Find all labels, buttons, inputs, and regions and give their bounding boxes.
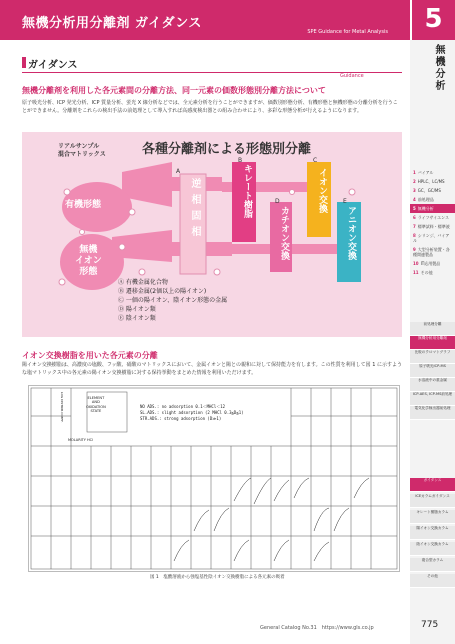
key-line: STATE — [90, 409, 102, 414]
figure-legend-line: STR.ADS.: strong adsorption (D≫1) — [140, 416, 222, 421]
nav-item-7[interactable]: 7 標準試料・標準液 — [413, 224, 450, 229]
key-line: AND — [91, 400, 100, 405]
key-line: ELEMENT — [87, 396, 105, 400]
legend-item: Ⓑ 遷移金属(2価以上の陽イオン) — [118, 288, 207, 295]
sidebox-14[interactable]: その他 — [410, 574, 455, 588]
diagram-left-label: リアルサンプル 混合マトリックス — [58, 143, 106, 158]
nav-item-2[interactable]: 2 HPLC、LC/MS — [413, 179, 445, 184]
figure-legend-line: SL.ADS.: slight adsorption (2 MHCl 0.3≦D≦1) — [140, 410, 244, 415]
marker-d: D — [275, 198, 280, 205]
marker-e: E — [343, 198, 347, 205]
chapter-title: 無機分析 — [433, 44, 444, 92]
sidebox-10[interactable]: キレート樹脂カラム — [410, 510, 455, 524]
figure-legend-line: NO ADS.: no adsorption 0.1＜MHCl＜12 — [140, 404, 226, 409]
nav-item-9[interactable]: 9 大型分析装置・各種関連製品 — [413, 247, 450, 257]
legend-item: Ⓓ 陽イオン類 — [118, 306, 156, 313]
section-tag: Guidance — [340, 73, 364, 79]
chapter-tab[interactable] — [410, 0, 455, 40]
nav-item-1[interactable]: 1 バイアル — [413, 170, 434, 175]
sidebox-4[interactable]: 原子吸光ICP-MS — [410, 364, 455, 378]
nav-item-6[interactable]: 6 ライフサイエンス — [413, 215, 449, 220]
sidebox-9[interactable]: ICEカラムガイダンス — [410, 494, 455, 508]
label-organic: 有機形態 — [65, 200, 102, 210]
label-column-d: カチオン交換 — [279, 206, 289, 260]
chapter-nav — [410, 168, 455, 277]
nav-item-10[interactable]: 10 IT応用製品 — [413, 261, 441, 266]
figure-key-box — [86, 396, 106, 414]
sidebox-1[interactable]: 前処理分離 — [410, 322, 455, 336]
label-column-e: アニオン交換 — [346, 206, 356, 260]
section-marker — [22, 57, 26, 68]
sidebox-7[interactable]: 電気化学検出器前処理 — [410, 406, 455, 420]
marker-b: B — [238, 157, 243, 164]
sidebox-6[interactable]: ICP-AES, ICP-MS前処理 — [410, 392, 455, 406]
sidebox-guidance[interactable]: ガイダンス — [410, 478, 455, 492]
sidebox-5[interactable]: 水溶液中の重金属 — [410, 378, 455, 392]
label-column-b: キレート樹脂 — [242, 164, 252, 218]
section-subheading: 無機分離剤を利用した各元素間の分離方法、同一元素の価数形態別分離方法について — [22, 86, 326, 95]
nav-item-8[interactable]: 8 シリンジ、バイアル — [413, 233, 450, 243]
page-title: 無機分析用分離剤 ガイダンス — [22, 16, 202, 31]
section2-heading: イオン交換樹脂を用いた各元素の分離 — [22, 351, 158, 360]
section-paragraph: 原子吸光分析、ICP 発光分析、ICP 質量分析、蛍光 X 線分析などでは、全元素分析を行うことができますが、価数別形態分析、有機形態と無機形態の分離分析を行うことができません。分離剤をこれらの検出手法の前処理として導入すれば高感度検出器との組み合わせにより、多彩な形態分析が行えるようになります。 — [22, 100, 398, 114]
figure-y-axis: LOG DISTRIB.COEFF. — [60, 392, 64, 423]
footer-catalog: General Catalog No.31 https://www.gls.co.jp — [260, 625, 374, 631]
nav-item-11[interactable]: 11 その他 — [413, 270, 433, 275]
figure-caption: 図 1 塩酸溶液から強塩基性陰イオン交換樹脂による各元素の吸着 — [150, 575, 285, 580]
marker-a: A — [176, 168, 181, 175]
figure-x-axis: MOLARITY HCl — [68, 438, 94, 442]
diagram-title: 各種分離剤による形態別分離 — [142, 142, 312, 157]
legend-item: Ⓔ 陰イオン類 — [118, 315, 156, 322]
label-column-a: 逆相固相 — [189, 178, 200, 242]
legend-item: Ⓐ 有機金属化合物 — [118, 279, 168, 286]
nav-item-5[interactable]: 5 無機分析 — [410, 204, 455, 213]
diagram-legend — [118, 278, 227, 323]
marker-c: C — [313, 157, 318, 164]
section-heading: ガイダンス — [28, 60, 78, 71]
section2-paragraph: 陽イオン交換樹脂は、高濃度の塩酸、フッ酸、硝酸のマトリックスにおいて、金属イオンと陽との親和に対して保持能力を有します。この性質を利用して図 1 に示すような塩マトリックス中の各元素の陽イオン交換樹脂に対する保持挙動をまとめた情報を利用いただけます。 — [22, 362, 402, 376]
key-line: OXIDATION — [86, 404, 106, 409]
sidebox-2[interactable]: 無機分析用分離剤 — [410, 336, 455, 350]
header-bar — [0, 0, 410, 40]
label-column-c: イオン交換 — [317, 168, 327, 213]
sidebox-11[interactable]: 陽イオン交換カラム — [410, 526, 455, 540]
label-inorganic: 無機 イオン 形態 — [75, 245, 102, 277]
chapter-number: 5 — [424, 4, 443, 34]
nav-item-4[interactable]: 4 前処理品 — [413, 197, 434, 202]
page-number: 775 — [421, 620, 439, 630]
sidebox-3[interactable]: 比較のクロマトグラフ — [410, 350, 455, 364]
sidebox-13[interactable]: 複合型カラム — [410, 558, 455, 572]
sidebox-12[interactable]: 陰イオン交換カラム — [410, 542, 455, 556]
page-subtitle: SPE Guidance for Metal Analysis — [307, 29, 388, 35]
legend-item: Ⓒ 一価の陽イオン、陰イオン形態の金属 — [118, 297, 228, 304]
nav-item-3[interactable]: 3 GC、GC/MS — [413, 188, 441, 193]
figure-legend — [140, 404, 244, 422]
